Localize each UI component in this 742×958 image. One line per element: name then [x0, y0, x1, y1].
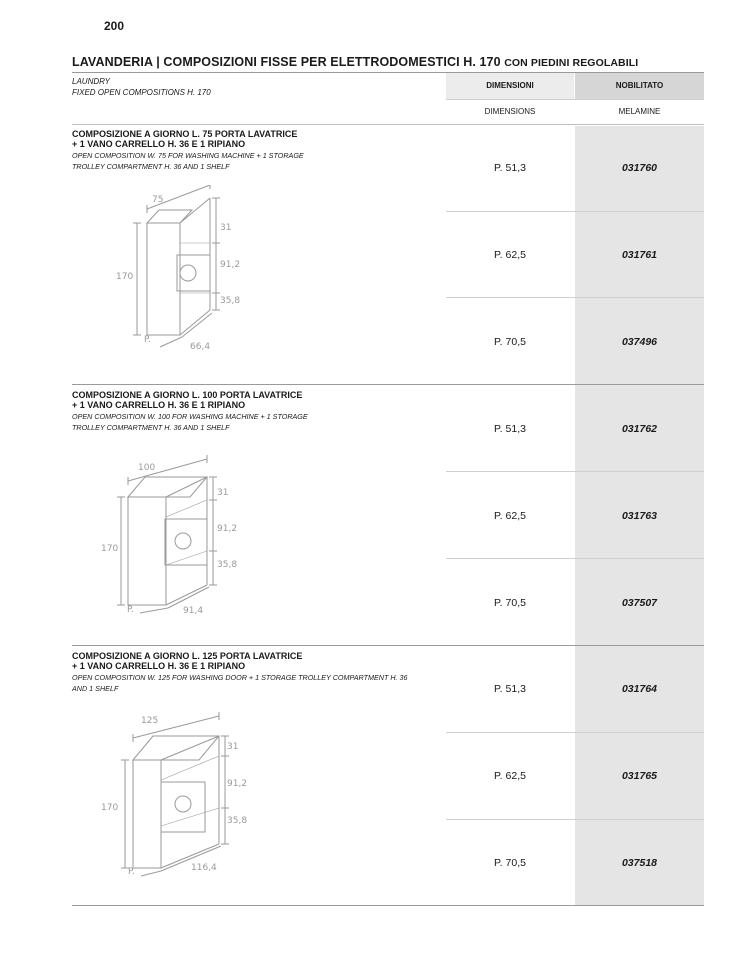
section-1-row-3-dimension: P. 70,5 [494, 336, 526, 348]
section-3-title-line2: + 1 VANO CARRELLO H. 36 E 1 RIPIANO [72, 661, 246, 671]
section-2-title-line1: COMPOSIZIONE A GIORNO L. 100 PORTA LAVATRICE [72, 390, 303, 400]
section-2-row-separator-1 [446, 471, 704, 472]
section-2-row-2-dimension: P. 62,5 [494, 510, 526, 522]
section-1-mid-label: 91,2 [220, 260, 241, 270]
section-2-english [72, 412, 442, 433]
section-1-row-1-code: 031760 [621, 162, 658, 174]
section-1-depth-prefix: P. [144, 335, 151, 345]
section-3-mid-label: 91,2 [227, 779, 248, 789]
subtitle-en [72, 76, 211, 98]
section-2-depth-prefix: P. [127, 605, 134, 615]
section-3-english-line1: OPEN COMPOSITION W. 125 FOR WASHING DOOR + 1 STORAGE TROLLEY COMPARTMENT H. 36 [72, 673, 408, 682]
section-1-bottom-rule [72, 384, 704, 385]
section-1-title-line2: + 1 VANO CARRELLO H. 36 E 1 RIPIANO [72, 139, 246, 149]
section-2-drawing [95, 455, 260, 625]
section-3-row-2-dimension: P. 62,5 [494, 770, 526, 782]
section-2-mid-label: 91,2 [217, 524, 238, 534]
dimensions-header-it: DIMENSIONI [486, 81, 534, 90]
section-2-top-label: 31 [217, 488, 229, 498]
dimensions-header-en: DIMENSIONS [484, 107, 536, 116]
section-2-row-2-code: 031763 [621, 510, 658, 522]
section-2-row-1-code: 031762 [621, 423, 658, 435]
section-3-title [72, 651, 302, 671]
section-3-row-3-dimension: P. 70,5 [494, 857, 526, 869]
section-3-row-3-code: 037518 [621, 857, 658, 869]
section-1-top-label: 31 [220, 223, 232, 233]
section-2-width-label: 100 [138, 463, 156, 473]
section-2-title [72, 390, 302, 410]
section-2-bottom-rule [72, 645, 704, 646]
header-rule [72, 124, 704, 125]
section-1-title-line1: COMPOSIZIONE A GIORNO L. 75 PORTA LAVATRICE [72, 129, 298, 139]
section-3-row-1-code: 031764 [621, 683, 658, 695]
section-3-english [72, 673, 442, 694]
section-3-english-line2: AND 1 SHELF [72, 683, 119, 693]
section-1-english-line2: TROLLEY COMPARTMENT H. 36 AND 1 SHELF [72, 161, 230, 171]
section-2-row-1-dimension: P. 51,3 [494, 423, 526, 435]
subtitle-en-line2: FIXED OPEN COMPOSITIONS H. 170 [72, 88, 211, 97]
section-1-drawing [100, 185, 260, 360]
section-1-row-separator-1 [446, 211, 704, 212]
section-3-row-2-code: 031765 [621, 770, 658, 782]
section-2-row-3-dimension: P. 70,5 [494, 597, 526, 609]
section-1-row-2-code: 031761 [621, 249, 658, 261]
section-1-height-label: 170 [116, 272, 134, 282]
section-2-bottom-label: 35,8 [217, 560, 238, 570]
section-2-height-label: 170 [101, 544, 119, 554]
page-number: 200 [104, 19, 125, 33]
page-title-main: LAVANDERIA | COMPOSIZIONI FISSE PER ELETTRODOMESTICI H. 170 [72, 55, 501, 69]
section-3-drawing [95, 708, 260, 883]
section-3-title-line1: COMPOSIZIONE A GIORNO L. 125 PORTA LAVATRICE [72, 651, 303, 661]
section-1-depth-label: 66,4 [190, 342, 211, 352]
header-separator [446, 99, 704, 100]
section-1-bottom-label: 35,8 [220, 296, 241, 306]
section-2-english-line1: OPEN COMPOSITION W. 100 FOR WASHING MACHINE + 1 STORAGE [72, 412, 308, 421]
section-2-title-line2: + 1 VANO CARRELLO H. 36 E 1 RIPIANO [72, 400, 246, 410]
section-3-row-1-dimension: P. 51,3 [494, 683, 526, 695]
section-3-height-label: 170 [101, 803, 119, 813]
page-title [72, 55, 638, 69]
section-3-row-separator-2 [446, 819, 704, 820]
section-3-bottom-label: 35,8 [227, 816, 248, 826]
section-3-depth-prefix: P. [128, 867, 135, 877]
section-1-row-2-dimension: P. 62,5 [494, 249, 526, 261]
section-1-title [72, 129, 297, 149]
section-2-row-separator-2 [446, 558, 704, 559]
section-1-row-separator-2 [446, 297, 704, 298]
melamine-header-it: NOBILITATO [615, 81, 664, 90]
section-1-width-label: 75 [152, 195, 164, 205]
section-1-row-3-code: 037496 [621, 336, 658, 348]
section-1-english [72, 151, 442, 172]
section-3-bottom-rule [72, 905, 704, 906]
section-1-row-1-dimension: P. 51,3 [494, 162, 526, 174]
section-1-english-line1: OPEN COMPOSITION W. 75 FOR WASHING MACHINE + 1 STORAGE [72, 151, 304, 160]
melamine-header-en: MELAMINE [618, 107, 661, 116]
section-3-row-separator-1 [446, 732, 704, 733]
section-3-depth-label: 116,4 [191, 863, 217, 873]
section-2-depth-label: 91,4 [183, 606, 204, 616]
section-2-row-3-code: 037507 [621, 597, 658, 609]
page-title-suffix: CON PIEDINI REGOLABILI [504, 57, 639, 69]
subtitle-en-line1: LAUNDRY [72, 77, 110, 86]
section-2-english-line2: TROLLEY COMPARTMENT H. 36 AND 1 SHELF [72, 422, 230, 432]
section-3-width-label: 125 [141, 716, 159, 726]
section-3-top-label: 31 [227, 742, 239, 752]
